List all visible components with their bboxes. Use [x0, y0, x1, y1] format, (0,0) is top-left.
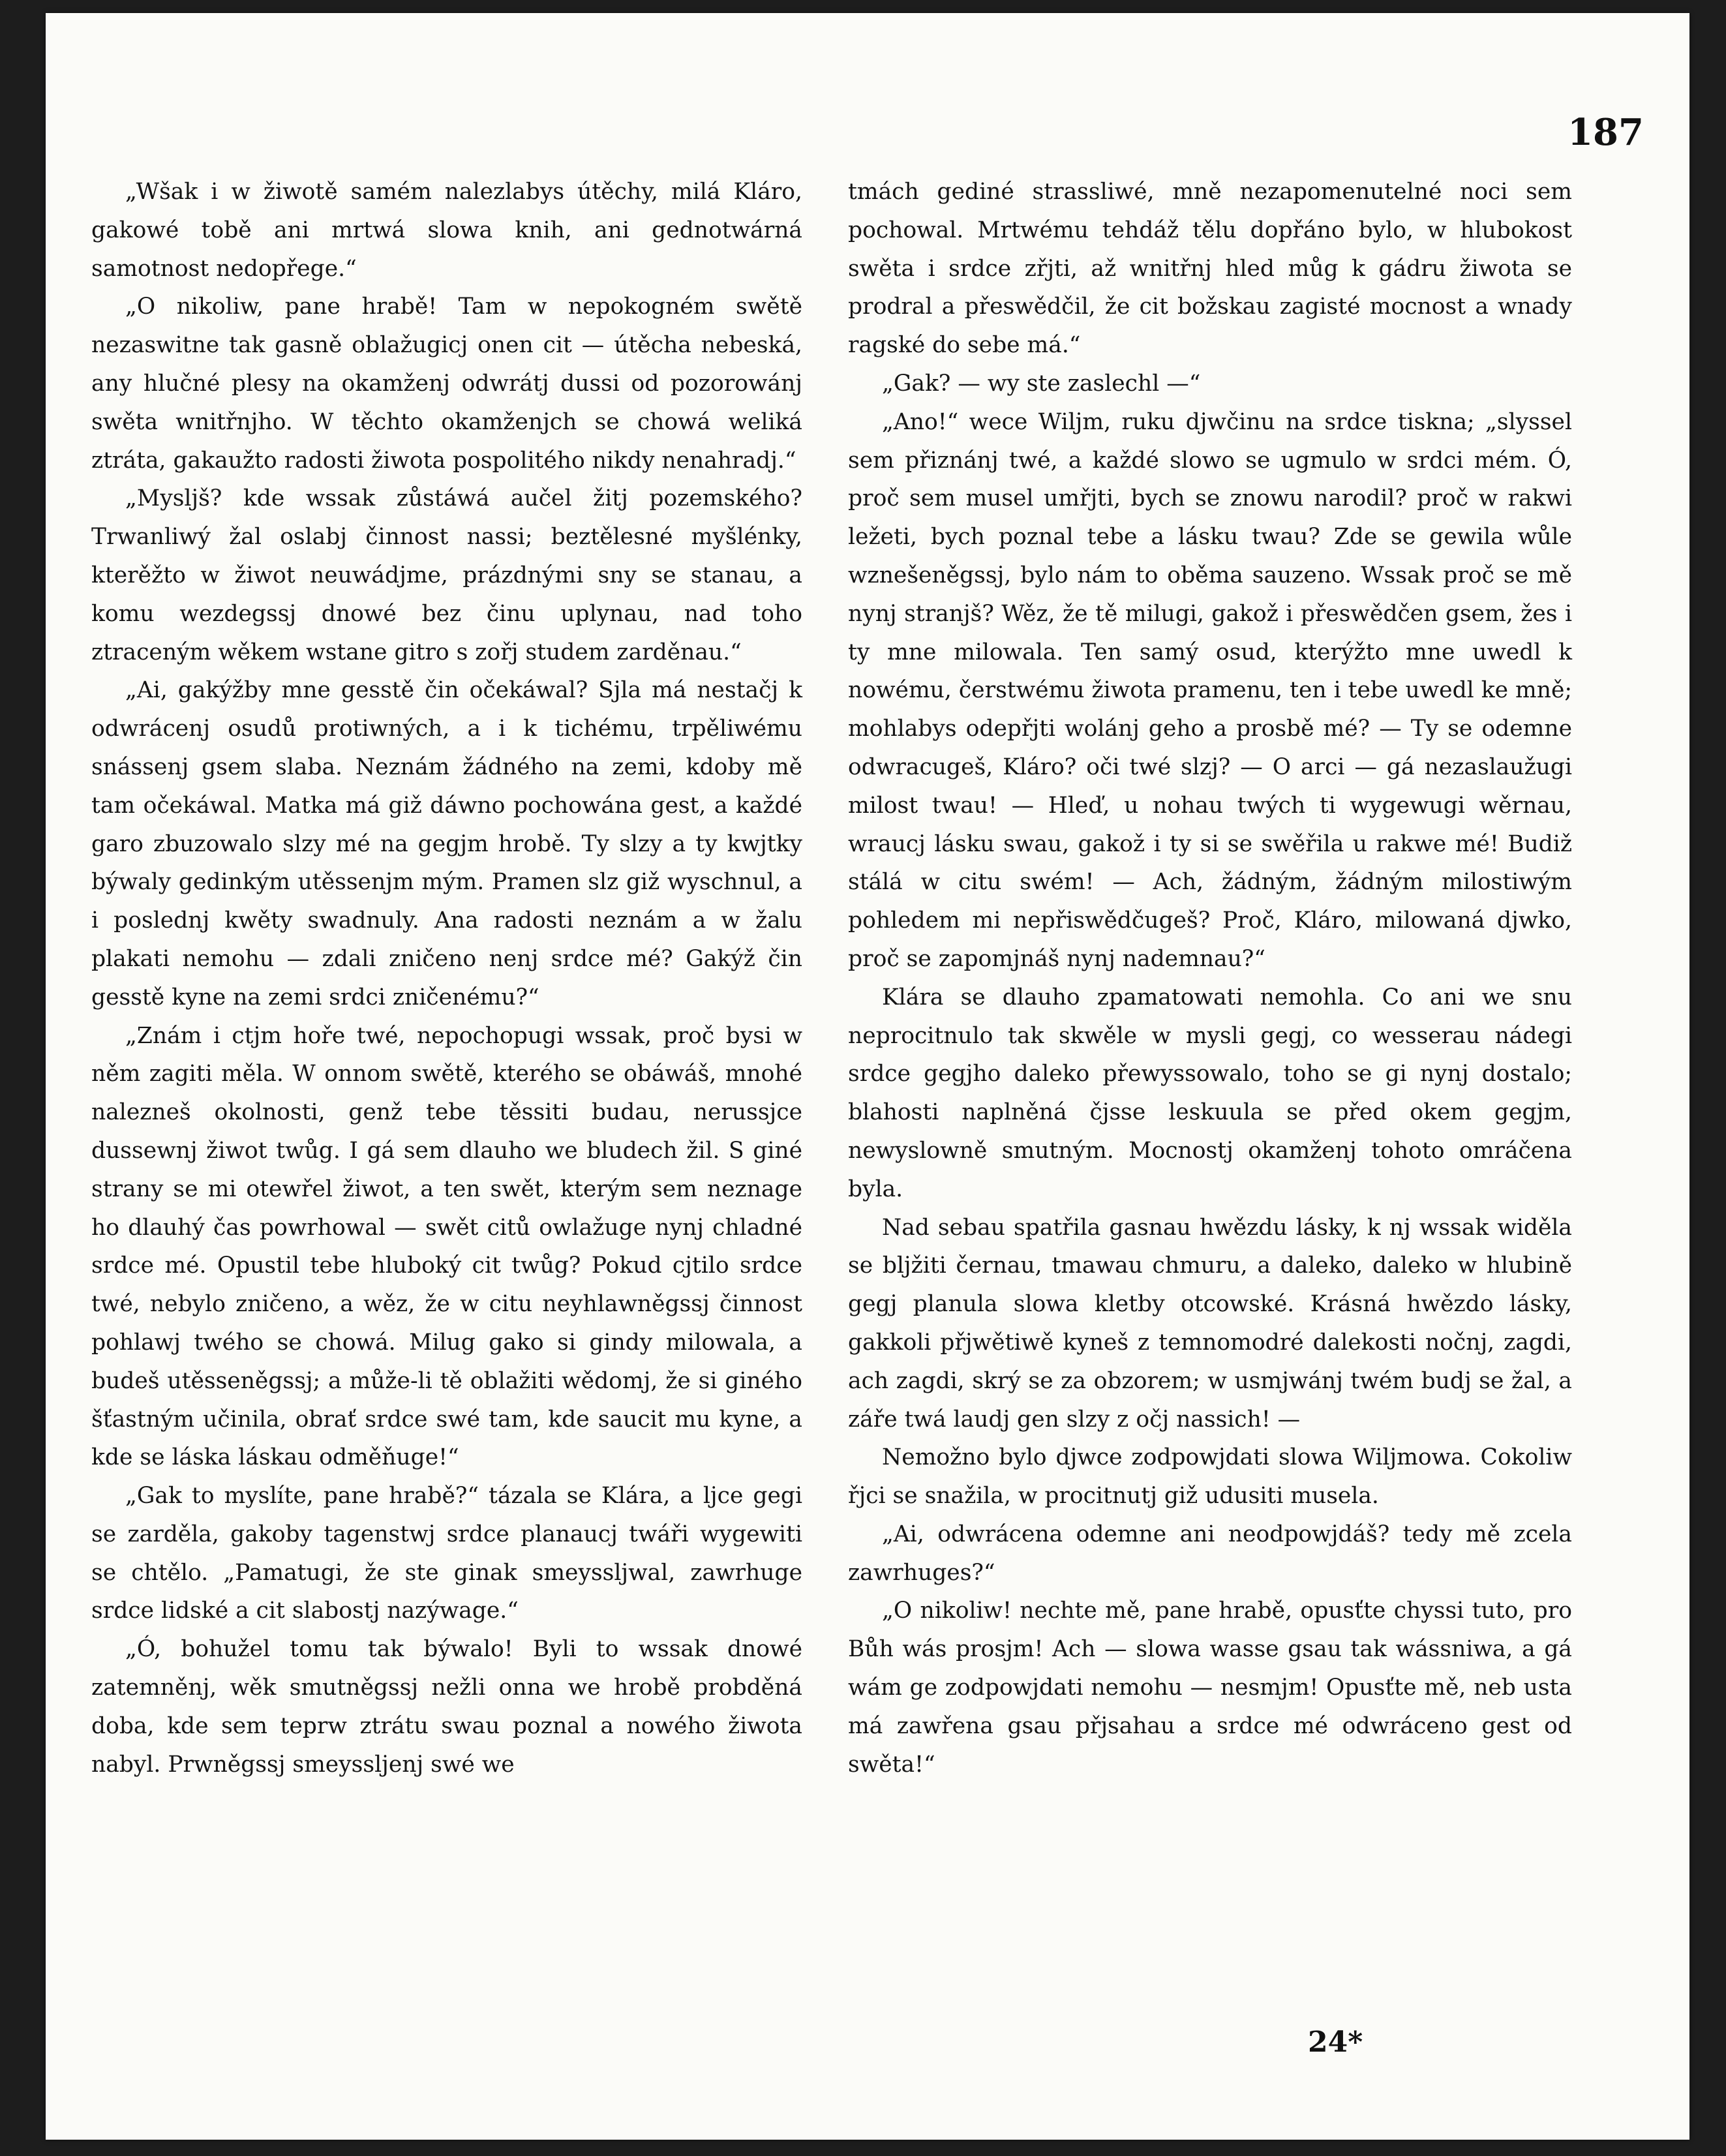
paragraph: „Ai, gakýžby mne gesstě čin očekáwal? Sjla má nestačj k odwrácenj osudů protiwných, a i k tichému, trpěliwému snássenj gsem slaba. Neznám žádného na zemi, kdoby mě tam očekáwal. Matka má giž dáwno pochowána gest, a každé garo zbuzowalo slzy mé na gegjm hrobě. Ty slzy a ty kwjtky býwaly gedinkým utěssenjm mým. Pramen slz giž wyschnul, a i poslednj kwěty swadnuly. Ana radosti neznám a w žalu plakati nemohu — zdali zničeno nenj srdce mé? Gakýž čin gesstě kyne na zemi srdci zničenému?“: [91, 677, 802, 1010]
book-page: [46, 13, 1689, 2140]
paragraph: Nad sebau spatřila gasnau hwězdu lásky, k nj wssak widěla se bljžiti černau, tmawau chmuru, a daleko, daleko w hlubině gegj planula slowa kletby otcowské. Krásná hwězdo lásky, gakkoli přjwětiwě kyneš z temnomodré dalekosti nočnj, zagdi, ach zagdi, skrý se za obzorem; w usmjwánj twém budj se žal, a záře twá laudj gen slzy z očj nassich! —: [848, 1214, 1572, 1433]
paragraph-continued: tmách gediné strassliwé, mně nezapomenutelné noci sem pochowal. Mrtwému tehdáž tělu dopřáno bylo, w hlubokost swěta i srdce zřjti, až wnitřnj hled můg k gádru žiwota se prodral a přeswědčil, že cit božskau zagisté mocnost a wnady ragské do sebe má.“: [848, 179, 1572, 359]
paragraph: „Ano!“ wece Wiljm, ruku djwčinu na srdce tiskna; „slyssel sem přiznánj twé, a každé slowo se ugmulo w srdci mém. Ó, proč sem musel umřjti, bych se znowu narodil? proč w rakwi ležeti, bych poznal tebe a lásku twau? Zde se gewila wůle wznešeněgssj, bylo nám to oběma sauzeno. Wssak proč se mě nynj stranjš? Wěz, že tě milugi, gakož i přeswědčen gsem, žes i ty mne milowala. Ten samý osud, kterýžto mne uwedl k nowému, čerstwému žiwota pramenu, ten i tebe uwedl ke mně; mohlabys odepřjti wolánj geho a prosbě mé? — Ty se odemne odwracugeš, Kláro? oči twé slzj? — O arci — gá nezaslaužugi milost twau! — Hleď, u nohau twých ti wygewugi wěrnau, wraucj lásku swau, gakož i ty si se swěřila u rakwe mé! Budiž stálá w citu swém! — Ach, žádným, žádným milostiwým pohledem mi nepřiswědčugeš? Proč, Kláro, milowaná djwko, proč se zapomjnáš nynj nademnau?“: [848, 408, 1572, 972]
paragraph: „Ó, bohužel tomu tak býwalo! Byli to wssak dnowé zatemněnj, wěk smutněgssj nežli onna we hrobě probděná doba, kde sem teprw ztrátu swau poznal a nowého žiwota nabyl. Prwněgssj smeyssljenj swé we: [91, 1636, 802, 1778]
paragraph: „Znám i ctjm hoře twé, nepochopugi wssak, proč bysi w něm zagiti měla. W onnom swětě, kterého se obáwáš, mnohé nalezneš okolnosti, genž tebe těssiti budau, nerussjce dussewnj žiwot twůg. I gá sem dlauho we bludech žil. S giné strany se mi otewřel žiwot, a ten swět, kterým sem neznage ho dlauhý čas powrhowal — swět citů owlažuge nynj chladné srdce mé. Opustil tebe hluboký cit twůg? Pokud cjtilo srdce twé, nebylo zničeno, a wěz, že w citu neyhlawněgssj činnost pohlawj twého se chowá. Milug gako si gindy milowala, a budeš utěsseněgssj; a může-li tě oblažiti wědomj, že si giného šťastným učinila, obrať srdce swé tam, kde saucit mu kyne, a kde se láska láskau odměňuge!“: [91, 1022, 802, 1471]
paragraph: Nemožno bylo djwce zodpowjdati slowa Wiljmowa. Cokoliw řjci se snažila, w procitnutj giž udusiti musela.: [848, 1444, 1572, 1510]
paragraph: „O nikoliw! nechte mě, pane hrabě, opusťte chyssi tuto, pro Bůh wás prosjm! Ach — slowa wasse gsau tak wássniwa, a gá wám ge zodpowjdati nemohu — nesmjm! Opusťte mě, neb usta má zawřena gsau přjsahau a srdce mé odwráceno gest od swěta!“: [848, 1598, 1572, 1778]
paragraph: „Gak to myslíte, pane hrabě?“ tázala se Klára, a ljce gegi se zarděla, gakoby tagenstwj srdce planaucj twáři wygewiti se chtělo. „Pamatugi, že ste ginak smeyssljwal, zawrhuge srdce lidské a cit slabostj nazýwage.“: [91, 1483, 802, 1624]
paragraph: Klára se dlauho zpamatowati nemohla. Co ani we snu neprocitnulo tak skwěle w mysli gegj, co wesserau nádegi srdce gegjho daleko přewyssowalo, toho se gi nynj dostalo; blahosti naplněná čjsse leskuula se před okem gegjm, newyslowně smutným. Mocnostj okamženj tohoto omráčena byla.: [848, 984, 1572, 1202]
paragraph: „Ai, odwrácena odemne ani neodpowjdáš? tedy mě zcela zawrhuges?“: [848, 1521, 1572, 1586]
paragraph: „Gak? — wy ste zasleсhl —“: [882, 370, 1201, 397]
printer-signature-mark: 24*: [1308, 2026, 1363, 2059]
right-column: [848, 173, 1572, 1784]
paragraph: „O nikoliw, pane hrabě! Tam w nepokogném swětě nezaswitne tak gasně oblažugicj onen cit — útěcha nebeská, any hlučné plesy na okamženj odwrátj dussi od pozorowánj swěta wnitřnjho. W těchto okamženjch se chowá weliká ztráta, gakaužto radosti žiwota pospolitého nikdy nenahradj.“: [91, 294, 802, 474]
left-column: [91, 173, 802, 1784]
paragraph: „Wšak i w žiwotě samém nalezlabys útěchy, milá Kláro, gakowé tobě ani mrtwá slowa knih, ani gednotwárná samotnost nedopřege.“: [91, 179, 802, 282]
paragraph: „Mysljš? kde wssak zůstáwá aučel žitj pozemského? Trwanliwý žal oslabj činnost nassi; beztělesné myšlénky, kterěžto w žiwot neuwádjme, prázdnými sny se stanau, a komu wezdegssj dnowé bez činu uplynau, nad toho ztraceným wěkem wstane gitro s zořj studem zarděnau.“: [91, 485, 802, 665]
page-number: 187: [1567, 111, 1644, 154]
